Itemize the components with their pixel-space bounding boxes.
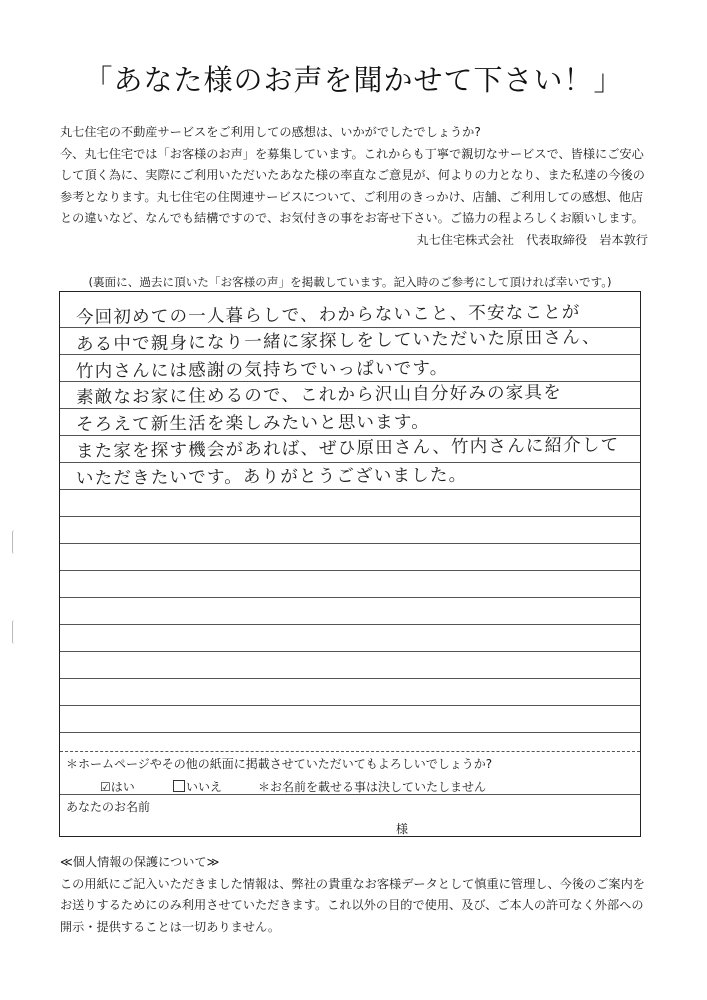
company-signature: 丸七住宅株式会社 代表取締役 岩本敦行 <box>416 232 648 247</box>
handwritten-comment-line: いただきたいです。ありがとうございました。 <box>75 465 468 489</box>
option-no[interactable] <box>173 778 222 795</box>
option-yes[interactable] <box>100 778 135 795</box>
intro-line: 今、丸七住宅では「お客様のお声」を募集しています。これからも丁寧で親切なサービスで、皆様にご安心 <box>60 146 644 161</box>
privacy-line: 開示・提供することは一切ありません。 <box>60 919 281 934</box>
punch-hole-mark <box>12 620 17 644</box>
option-no-label: いいえ <box>186 780 223 794</box>
intro-line: との違いなど、なんでも結構ですので、お気付きの事をお寄せ下さい。ご協力の程よろしくお願いします。 <box>60 211 644 225</box>
no-checkbox[interactable] <box>173 780 185 792</box>
punch-hole-mark <box>12 530 17 554</box>
privacy-heading: ≪個人情報の保護について≫ <box>60 855 220 869</box>
handwritten-comment-line: また家を探す機会があれば、ぜひ原田さん、竹内さんに紹介して <box>75 435 620 462</box>
privacy-line: お送りするためにのみ利用させていただきます。これ以外の目的で使用、及び、ご本人の許可なく外部への <box>60 898 644 912</box>
writing-line <box>60 705 640 706</box>
handwritten-comment-line: ある中で親身になり一緒に家探しをしていただいた原田さん、 <box>75 327 601 355</box>
handwritten-comment-line: 素敵なお家に住めるので、これから沢山自分好みの家具を <box>75 382 562 408</box>
yes-checkbox[interactable]: ☑ <box>100 780 111 794</box>
writing-line <box>60 651 640 652</box>
privacy-line: この用紙にご記入いただきました情報は、弊社の貴重なお客様データとして慎重に管理し、今後のご案内を <box>60 876 645 891</box>
reference-note: (裏面に、過去に頂いた「お客様の声」を掲載しています。記入時のご参考にして頂ければ幸いです。) <box>88 275 612 289</box>
option-yes-label: はい <box>110 780 135 794</box>
writing-line <box>60 732 640 733</box>
writing-line <box>60 570 640 571</box>
page-title: 「あなた様のお声を聞かせて下さい！」 <box>83 63 624 97</box>
writing-line <box>60 516 640 517</box>
section-divider <box>60 751 640 752</box>
handwritten-comment-line: そろえて新生活を楽しみたいと思います。 <box>75 412 430 435</box>
writing-line <box>60 678 640 679</box>
intro-text <box>60 122 660 251</box>
writing-line <box>60 624 640 625</box>
response-form <box>59 291 641 837</box>
homepage-question: ＊ホームページやその他の紙面に掲載させていただいてもよろしいでしょうか? <box>66 757 493 771</box>
intro-line: 参考となります。丸七住宅の住関連サービスについて、ご利用のきっかけ、店舗、ご利用しての感想、他店 <box>60 189 644 204</box>
writing-line <box>60 597 640 598</box>
privacy-section <box>60 852 680 938</box>
anonymity-note: ＊お名前を載せる事は決していたしません <box>258 780 487 794</box>
handwritten-comment-line: 竹内さんには感謝の気持ちでいっぱいです。 <box>75 358 449 382</box>
intro-line: して頂く為に、実際にご利用いただいたあなた様の率直なご意見が、何よりの力となり、また私達の今後の <box>60 168 645 182</box>
intro-line: 丸七住宅の不動産サービスをご利用しての感想は、いかがでしたでしょうか? <box>60 125 481 139</box>
name-suffix: 様 <box>396 822 409 836</box>
handwritten-comment-line: 今回初めての一人暮らしで、わからないこと、不安なことが <box>75 302 581 328</box>
name-label: あなたのお名前 <box>66 800 151 814</box>
writing-line <box>60 543 640 544</box>
